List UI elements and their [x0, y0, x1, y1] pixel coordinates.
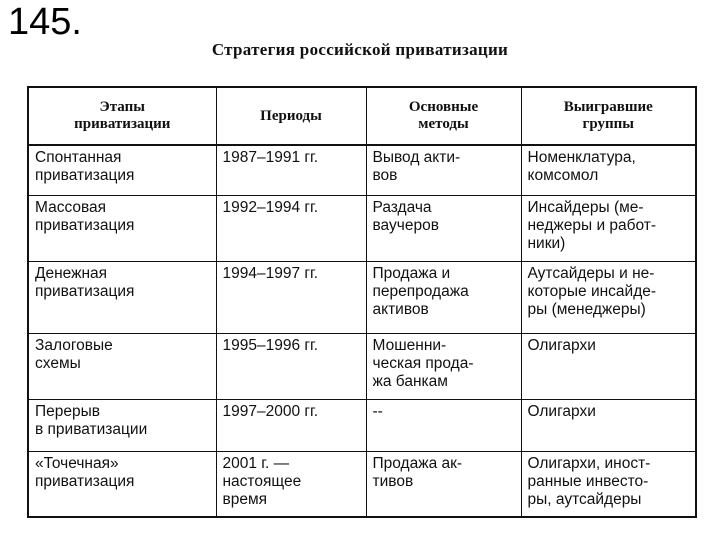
winners-cell: Номенклатура, комсомол	[521, 145, 696, 195]
table-header-row	[28, 87, 696, 145]
method-cell: Мошенни- ческая прода- жа банкам	[366, 333, 521, 399]
table-row	[28, 145, 696, 195]
header-periods: Периоды	[216, 87, 366, 145]
stage-cell: Денежная приватизация	[28, 261, 216, 333]
period-cell: 2001 г. — настоящее время	[216, 451, 366, 517]
winners-cell: Инсайдеры (ме- неджеры и работ- ники)	[521, 195, 696, 261]
stage-cell: «Точечная» приватизация	[28, 451, 216, 517]
period-cell: 1987–1991 гг.	[216, 145, 366, 195]
period-cell: 1997–2000 гг.	[216, 399, 366, 451]
table-row	[28, 333, 696, 399]
method-cell: --	[366, 399, 521, 451]
header-winners: Выигравшие группы	[521, 87, 696, 145]
table-row	[28, 195, 696, 261]
header-stages: Этапы приватизации	[28, 87, 216, 145]
method-cell: Продажа ак- тивов	[366, 451, 521, 517]
winners-cell: Аутсайдеры и не- которые инсайде- ры (менеджеры)	[521, 261, 696, 333]
period-cell: 1994–1997 гг.	[216, 261, 366, 333]
table-row	[28, 399, 696, 451]
stage-cell: Перерыв в приватизации	[28, 399, 216, 451]
stage-cell: Залоговые схемы	[28, 333, 216, 399]
winners-cell: Олигархи	[521, 399, 696, 451]
method-cell: Раздача ваучеров	[366, 195, 521, 261]
method-cell: Продажа и перепродажа активов	[366, 261, 521, 333]
page-title: Стратегия российской приватизации	[211, 40, 509, 59]
period-cell: 1995–1996 гг.	[216, 333, 366, 399]
period-cell: 1992–1994 гг.	[216, 195, 366, 261]
method-cell: Вывод акти- вов	[366, 145, 521, 195]
winners-cell: Олигархи, иност- ранные инвесто- ры, аутсайдеры	[521, 451, 696, 517]
table-row	[28, 451, 696, 517]
stage-cell: Массовая приватизация	[28, 195, 216, 261]
header-methods: Основные методы	[366, 87, 521, 145]
stage-cell: Спонтанная приватизация	[28, 145, 216, 195]
table-row	[28, 261, 696, 333]
privatization-strategy-table	[27, 86, 697, 518]
page-number: 145.	[8, 1, 82, 43]
winners-cell: Олигархи	[521, 333, 696, 399]
